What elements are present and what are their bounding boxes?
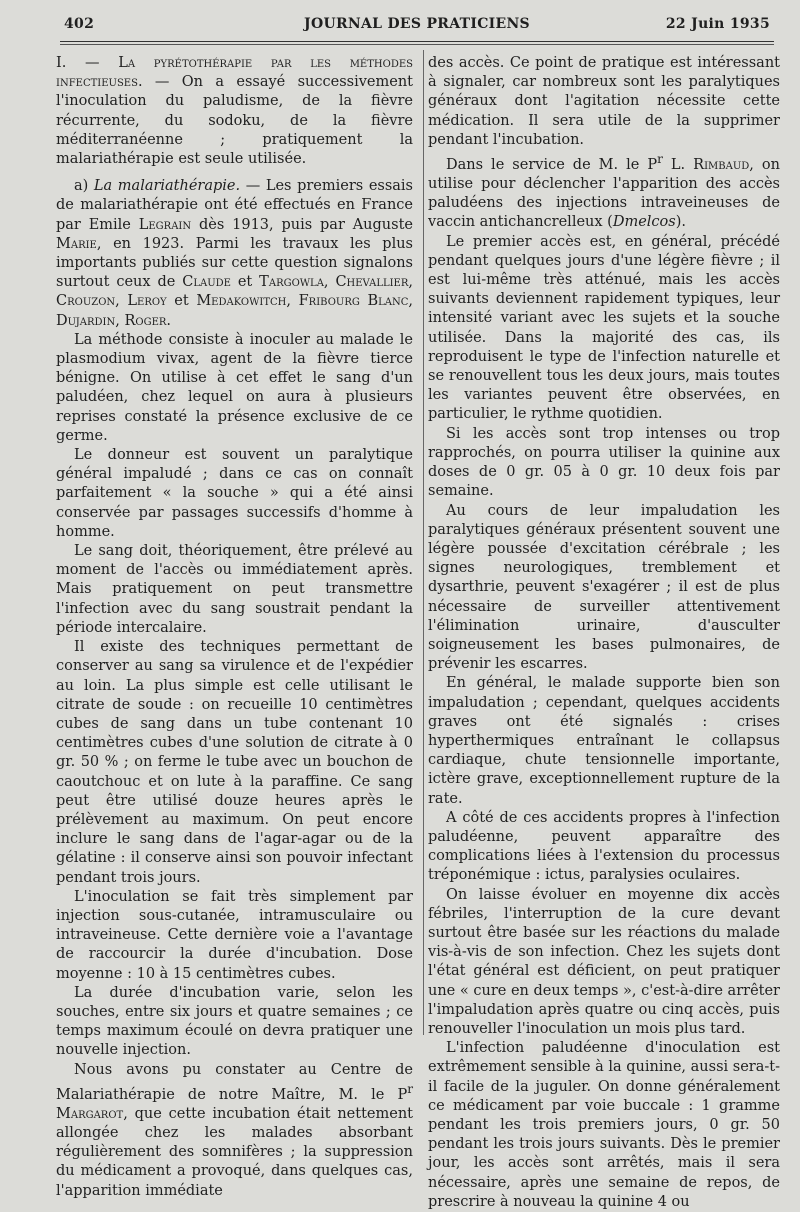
author-name: Medakowitch <box>196 293 287 310</box>
inoculation-paragraph: L'inoculation se fait très simplement par injection sous-cutanée, intramusculaire ou intraveineuse. Cette dernière voie a l'avantage de raccourcir la durée d'incubation. Dose moyenne : 10 à 15 centimètres cubes. <box>56 888 413 982</box>
paragraph-text: , <box>323 274 336 291</box>
quinine-treatment-paragraph: L'infection paludéenne d'inoculation est extrêmement sensible à la quinine, aussi sera-t-il facile de la juguler. On donne généralement ce médicament par voie buccale : 1 gramme pendant les trois premiers jours, 0 gr. 50 pendant les trois jours suivants. Dès le premier jour, les accès sont arrêtés, mais il sera nécessaire, après une semaine de repos, de prescrire à nouveau la quinine 4 ou <box>428 1040 780 1210</box>
quinine-dose-paragraph: Si les accès sont trop intenses ou trop rapprochés, on pourra utiliser la quinine aux doses de 0 gr. 05 à 0 gr. 10 deux fois par semaine. <box>428 425 780 500</box>
observation-paragraph <box>56 1061 413 1201</box>
superscript: r <box>407 1081 413 1096</box>
superscript: r <box>657 152 663 167</box>
author-name: Chevallier <box>335 274 409 291</box>
author-name: Fribourg Blanc <box>298 293 409 310</box>
complications-paragraph: A côté de ces accidents propres à l'infection paludéenne, peuvent apparaître des complications liées à l'extension du processus tréponémique : ictus, paralysies oculaires. <box>428 809 780 884</box>
paragraph-text: — On a essayé successivement l'inoculation du paludisme, de la fièvre récurrente, du sodoku, de la fièvre méditerranéenne ; pratiquement la malariathérapie est seule utilisée. <box>56 74 413 168</box>
author-name: Targowla <box>259 274 324 291</box>
paragraph-text: et <box>166 293 197 310</box>
paragraph-text: , <box>408 274 413 291</box>
paragraph-text: . <box>166 312 172 329</box>
continuation-paragraph: des accès. Ce point de pratique est intéressant à signaler, car nombreux sont les paralytiques généraux dont l'agitation nécessite cette médication. Il sera utile de la supprimer pendant l'incubation. <box>428 55 780 148</box>
donor-paragraph: Le donneur est souvent un paralytique général impaludé ; dans ce cas on connaît parfaitement « la souche » qui a été ainsi conservée par passages successifs d'homme à homme. <box>56 447 413 540</box>
paragraph-text: Nous avons pu constater au Centre de Malariathérapie de notre Maître, M. le P <box>56 1061 413 1103</box>
author-name: Dujardin <box>56 312 116 329</box>
issue-date: 22 Juin 1935 <box>665 16 770 32</box>
product-name: Dmelcos <box>612 214 676 231</box>
left-column <box>56 54 413 1201</box>
blood-paragraph: Le sang doit, théoriquement, être prélevé au moment de l'accès ou immédiatement après. Mais pratiquement on peut transmettre l'infection avec du sang soustrait pendant la période intercalaire. <box>56 543 413 636</box>
author-name: Roger <box>124 312 167 329</box>
method-paragraph: La méthode consiste à inoculer au malade le plasmodium vivax, agent de la fièvre tierce bénigne. On utilise à cet effet le sang d'un paludéen, chez lequel on aura à plusieurs reprises constaté la présence exclusive de ce germe. <box>56 331 413 444</box>
author-name: Margarot <box>56 1105 124 1122</box>
subsection-title: La malariathérapie. <box>93 178 241 195</box>
column-divider <box>423 50 424 1035</box>
paragraph-text: Dans le service de M. le P <box>446 156 658 173</box>
paralytics-paragraph: Au cours de leur impaludation les paralytiques généraux présentent souvent une légère poussée d'excitation cérébrale ; les signes neurologiques, tremblement et dysarthrie, peuvent s'exagérer ; il est de plus nécessaire de surveiller attentivement l'élimination urinaire, d'ausculter soigneusement les bases pulmonaires, de prévenir les escarres. <box>428 502 780 673</box>
paragraph-text: , <box>286 293 299 310</box>
cure-duration-paragraph: On laisse évoluer en moyenne dix accès fébriles, l'interruption de la cure devant surtout être basée sur les réactions du malade vis-à-vis de son infection. Chez les sujets dont l'état général est déficient, on peut pratiquer une « cure en deux temps », c'est-à-dire arrêter l'impaludation après quatre ou cinq accès, puis renouveller l'inoculation un mois plus tard. <box>428 886 780 1037</box>
author-name: Legrain <box>138 216 192 233</box>
paragraph-text: , <box>408 293 413 310</box>
first-access-paragraph: Le premier accès est, en général, précédé pendant quelques jours d'une légère fièvre ; il est lui-même très atténué, mais les accès suivants deviennent rapidement typiques, leur intensité variant avec les sujets et la souche utilisée. Dans la majorité des cas, ils reproduisent le type de l'infection naturelle et se renouvellent tous les deux jours, mais toutes les variantes peuvent être observées, en particulier, le rythme quotidien. <box>428 233 780 423</box>
section-heading: I. — La pyrétothérapie par les méthodes infectieuses. <box>56 55 413 91</box>
paragraph-text: ). <box>675 214 686 231</box>
paragraph-text: — Les premiers essais de malariathérapie ont été effectués en France par Emile <box>56 178 414 233</box>
subsection-label: a) <box>74 178 89 195</box>
conservation-paragraph: Il existe des techniques permettant de conserver au sang sa virulence et de l'expédier au loin. La plus simple est celle utilisant le citrate de soude : on recueille 10 centimètres cubes de sang dans un tube contenant 10 centimètres cubes d'une solution de citrate à 0 gr. 50 % ; on ferme le tube avec un bouchon de caoutchouc et on lute à la paraffine. Ce sang peut être utilisé douze heures après le prélèvement au maximum. On peut encore inclure le sang dans de l'agar-agar ou de la gélatine : il conserve ainsi son pouvoir infectant pendant trois jours. <box>56 639 413 886</box>
accidents-paragraph: En général, le malade supporte bien son impaludation ; cependant, quelques accidents graves ont été signalés : crises hyperthermiques entraînant le collapsus cardiaque, chute tensionnelle importante, ictère grave, exceptionnellement rupture de la rate. <box>428 675 780 807</box>
paragraph-text: , que cette incubation était nettement allongée chez les malades absorbant régulièrement des somnifères ; la suppression du médicament a provoqué, dans quelques cas, l'apparition immédiate <box>56 1105 413 1199</box>
paragraph-text: , on utilise pour déclencher l'apparition des accès paludéens des injections intraveineuses de vaccin antichancrelleux ( <box>428 156 780 231</box>
section-intro-paragraph <box>56 54 413 169</box>
paragraph-text: , <box>115 312 125 329</box>
author-name: L. Rimbaud <box>662 156 750 173</box>
journal-title: JOURNAL DES PRATICIENS <box>304 16 530 32</box>
author-name: Claude <box>182 274 231 291</box>
author-name: Leroy <box>127 293 167 310</box>
running-header <box>64 16 770 38</box>
author-name: Marie <box>56 235 97 252</box>
right-column <box>428 54 780 1212</box>
malariatherapy-paragraph <box>56 177 413 331</box>
page-number: 402 <box>64 16 95 32</box>
paragraph-text: , <box>115 293 128 310</box>
rimbaud-paragraph <box>428 150 780 233</box>
paragraph-text: et <box>230 274 260 291</box>
header-rule <box>60 41 774 42</box>
author-name: Crouzon <box>56 293 116 310</box>
paragraph-text: dès 1913, puis par Auguste <box>191 216 413 233</box>
paragraph-text: , en 1923. Parmi les travaux les plus importants publiés sur cette question signalons surtout ceux de <box>56 235 413 291</box>
header-rule-secondary <box>60 44 774 45</box>
incubation-paragraph: La durée d'incubation varie, selon les souches, entre six jours et quatre semaines ; ce temps maximum écoulé on devra pratiquer une nouvelle injection. <box>56 984 413 1059</box>
